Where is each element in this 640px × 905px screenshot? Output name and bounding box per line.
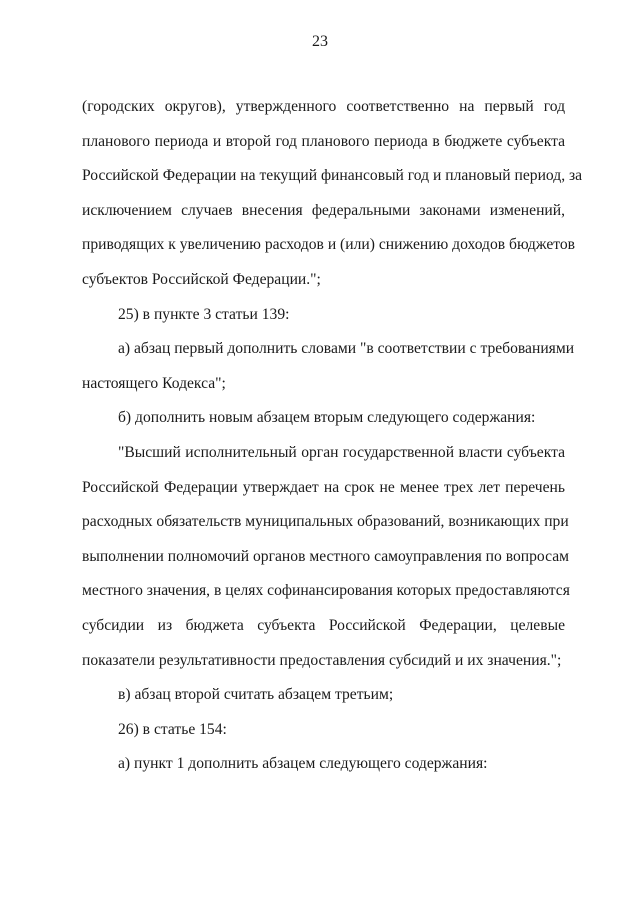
document-body — [82, 90, 583, 782]
text-line: исключением случаев внесения федеральными законами изменений, — [82, 201, 565, 219]
text-line: местного значения, в целях софинансирования которых предоставляются — [82, 582, 570, 600]
text-line: "Высший исполнительный орган государственной власти субъекта — [118, 443, 565, 461]
text-line: (городских округов), утвержденного соответственно на первый год — [82, 98, 565, 115]
text-line: в) абзац второй считать абзацем третьим; — [118, 686, 394, 704]
text-line: а) пункт 1 дополнить абзацем следующего содержания: — [118, 755, 488, 773]
text-line: 26) в статье 154: — [118, 720, 227, 738]
text-line: приводящих к увеличению расходов и (или) снижению доходов бюджетов — [82, 236, 576, 254]
text-line: б) дополнить новым абзацем вторым следующего содержания: — [118, 409, 536, 427]
text-line: планового периода и второй год планового периода в бюджете субъекта — [82, 132, 565, 150]
text-line: расходных обязательств муниципальных образований, возникающих при — [82, 513, 569, 531]
page-number: 23 — [312, 33, 328, 50]
text-line: субсидии из бюджета субъекта Российской Федерации, целевые — [82, 616, 565, 634]
text-line: субъектов Российской Федерации."; — [82, 270, 321, 288]
text-line: настоящего Кодекса"; — [82, 374, 226, 392]
text-line: Российской Федерации на текущий финансовый год и плановый период, за — [82, 167, 583, 185]
text-line: 25) в пункте 3 статьи 139: — [118, 305, 290, 323]
text-line: Российской Федерации утверждает на срок не менее трех лет перечень — [82, 478, 565, 496]
text-line: показатели результативности предоставления субсидий и их значения."; — [82, 651, 562, 669]
text-line: а) абзац первый дополнить словами "в соответствии с требованиями — [118, 340, 575, 358]
text-line: выполнении полномочий органов местного самоуправления по вопросам — [82, 547, 569, 565]
